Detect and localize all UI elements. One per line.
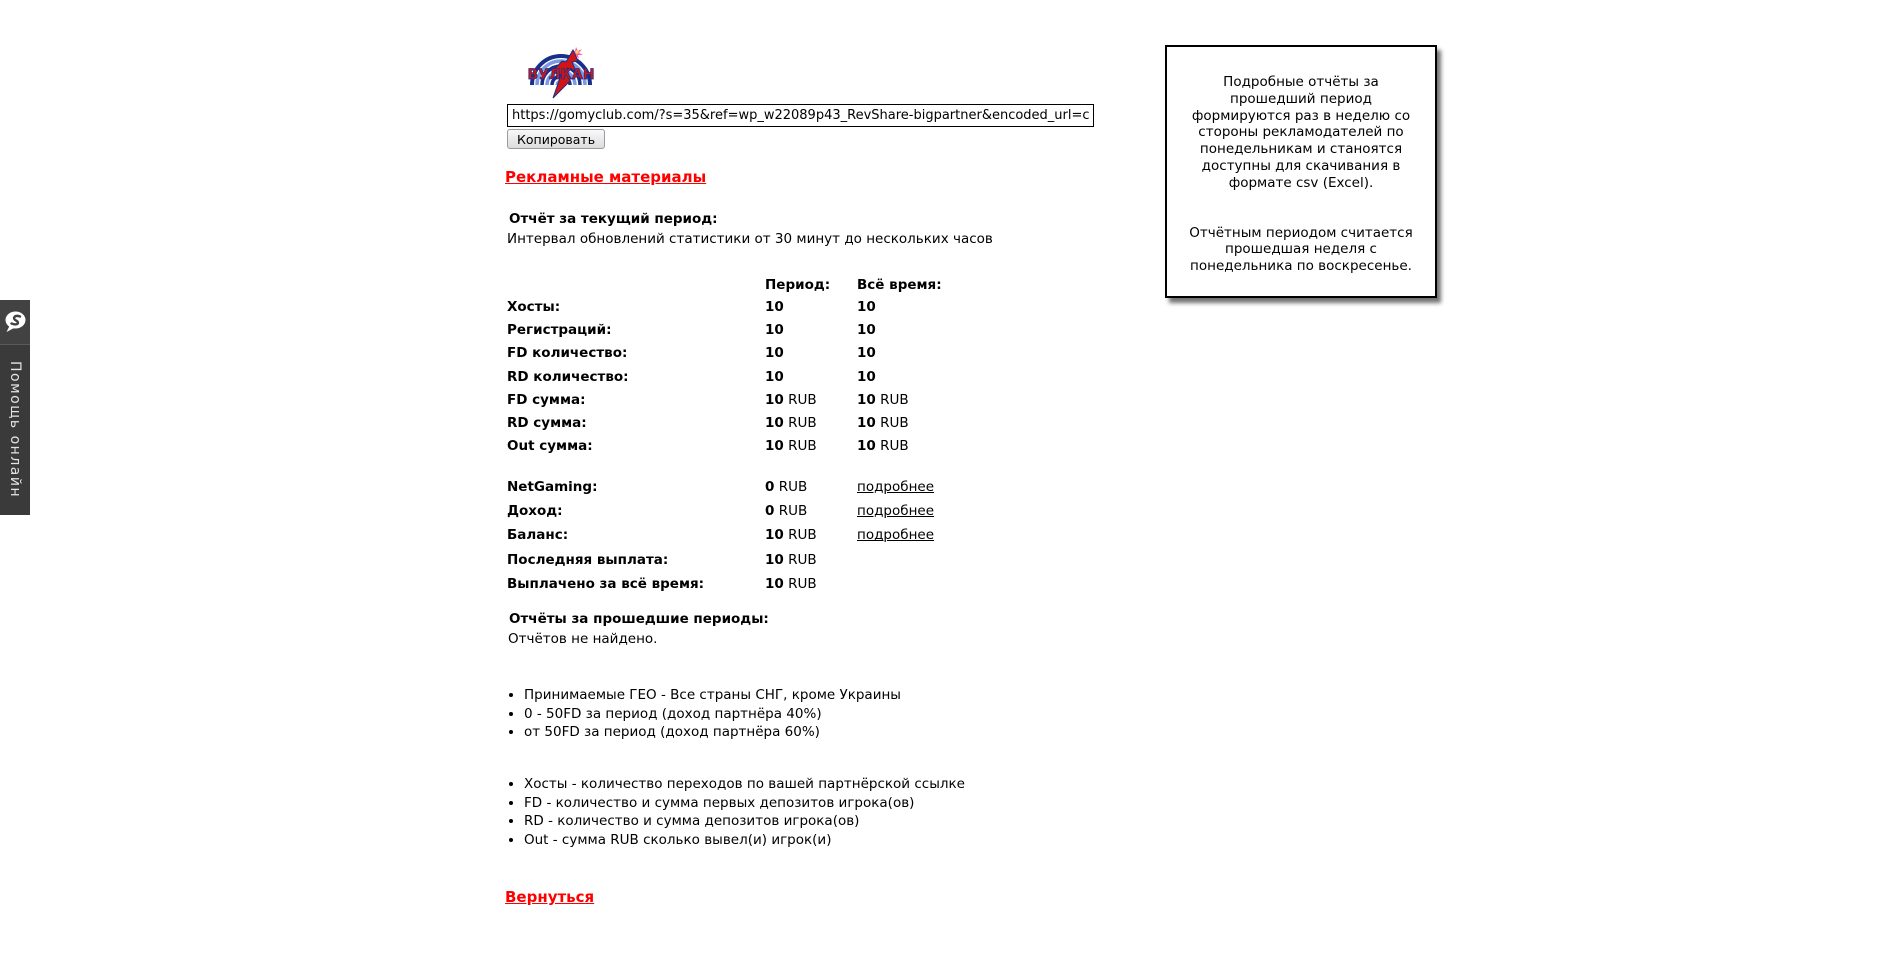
chat-bubble-icon bbox=[3, 310, 27, 334]
copy-button[interactable]: Копировать bbox=[507, 129, 605, 149]
value: 10 bbox=[765, 438, 784, 455]
referral-url-input[interactable] bbox=[507, 104, 1094, 127]
value: 10 bbox=[765, 299, 784, 315]
current-report-heading: Отчёт за текущий период: bbox=[509, 211, 718, 227]
value: 10 bbox=[765, 551, 784, 568]
value: 10 bbox=[765, 391, 784, 408]
unit: RUB bbox=[788, 575, 817, 592]
value: 10 bbox=[765, 414, 784, 431]
row-label: Out сумма: bbox=[507, 438, 593, 455]
unit: RUB bbox=[778, 503, 808, 520]
row-alltime-value bbox=[857, 415, 987, 431]
summary-row bbox=[507, 503, 934, 527]
value: 10 bbox=[765, 527, 784, 544]
column-alltime: Всё время: bbox=[857, 277, 942, 293]
row-value bbox=[765, 527, 857, 543]
value: 10 bbox=[857, 391, 876, 408]
vulkan-logo bbox=[526, 41, 596, 99]
unit: RUB bbox=[778, 479, 808, 495]
logo-wordmark: ВУЛКАН bbox=[527, 67, 595, 83]
summary-table bbox=[507, 479, 934, 600]
table-row bbox=[507, 415, 987, 438]
value: 10 bbox=[857, 438, 876, 455]
summary-row bbox=[507, 527, 934, 551]
row-period-value bbox=[765, 322, 857, 338]
chat-icon-button[interactable] bbox=[0, 300, 30, 345]
row-period-value bbox=[765, 415, 857, 431]
row-alltime-value bbox=[857, 322, 987, 338]
value: 10 bbox=[857, 345, 876, 362]
unit: RUB bbox=[880, 438, 909, 455]
terms-list bbox=[507, 686, 901, 742]
row-label: RD количество: bbox=[507, 368, 629, 385]
details-link[interactable]: подробнее bbox=[857, 503, 935, 520]
table-row bbox=[507, 345, 987, 368]
row-label: Хосты: bbox=[507, 299, 561, 315]
list-item: • 0 - 50FD за период (доход партнёра 40%) bbox=[524, 705, 901, 724]
table-row bbox=[507, 392, 987, 415]
table-row bbox=[507, 438, 987, 461]
past-reports-heading: Отчёты за прошедшие периоды: bbox=[509, 611, 769, 627]
row-period-value bbox=[765, 438, 857, 454]
update-interval-note: Интервал обновлений статистики от 30 минут до нескольких часов bbox=[507, 231, 993, 247]
table-row bbox=[507, 299, 987, 322]
list-item: • Принимаемые ГЕО - Все страны СНГ, кроме Украины bbox=[524, 686, 901, 705]
row-label: FD количество: bbox=[507, 345, 628, 362]
glossary-list bbox=[507, 775, 965, 850]
row-label: Доход: bbox=[507, 503, 563, 520]
value: 10 bbox=[857, 414, 876, 431]
reports-info-box bbox=[1165, 45, 1437, 298]
value: 0 bbox=[765, 503, 775, 520]
row-period-value bbox=[765, 369, 857, 385]
row-label: Баланс: bbox=[507, 527, 569, 544]
info-paragraph: Отчётным периодом считается прошедшая неделя с понедельника по воскресенье. bbox=[1189, 224, 1413, 275]
value: 10 bbox=[765, 575, 784, 592]
list-item: • FD - количество и сумма первых депозитов игрока(ов) bbox=[524, 794, 965, 813]
vulkan-logo-image bbox=[526, 41, 596, 99]
row-period-value bbox=[765, 299, 857, 315]
row-period-value bbox=[765, 392, 857, 408]
row-label: NetGaming: bbox=[507, 479, 598, 495]
value: 10 bbox=[857, 368, 876, 385]
value: 10 bbox=[765, 322, 784, 339]
table-row bbox=[507, 369, 987, 392]
row-label: Выплачено за всё время: bbox=[507, 575, 705, 592]
value: 0 bbox=[765, 479, 775, 495]
row-value bbox=[765, 552, 857, 568]
unit: RUB bbox=[788, 438, 817, 455]
value: 10 bbox=[765, 368, 784, 385]
summary-row bbox=[507, 479, 934, 503]
past-reports-empty-note: Отчётов не найдено. bbox=[508, 631, 658, 647]
summary-row bbox=[507, 576, 934, 600]
details-link[interactable]: подробнее bbox=[857, 479, 935, 495]
table-row bbox=[507, 322, 987, 345]
row-label: RD сумма: bbox=[507, 414, 587, 431]
row-alltime-value bbox=[857, 392, 987, 408]
current-period-table bbox=[507, 277, 987, 461]
info-paragraph: Подробные отчёты за прошедший период формируются раз в неделю со стороны рекламодателей по понедельникам и станоятся доступны для скачивания в формате csv (Excel). bbox=[1191, 74, 1411, 191]
list-item: • RD - количество и сумма депозитов игрока(ов) bbox=[524, 812, 965, 831]
chat-label[interactable]: Помощь онлайн bbox=[0, 345, 30, 515]
row-alltime-value bbox=[857, 438, 987, 454]
column-period: Период: bbox=[765, 277, 831, 293]
table-header-row bbox=[507, 277, 987, 299]
unit: RUB bbox=[788, 391, 817, 408]
row-value bbox=[765, 503, 857, 519]
details-link[interactable]: подробнее bbox=[857, 527, 935, 544]
list-item: • Хосты - количество переходов по вашей партнёрской ссылке bbox=[524, 775, 965, 794]
list-item: • Out - сумма RUB сколько вывел(и) игрок(и) bbox=[524, 831, 965, 850]
summary-row bbox=[507, 552, 934, 576]
value: 10 bbox=[857, 299, 876, 315]
row-value bbox=[765, 479, 857, 495]
row-label: FD сумма: bbox=[507, 391, 586, 408]
back-link[interactable]: Вернуться bbox=[505, 888, 595, 906]
row-value bbox=[765, 576, 857, 592]
list-item: • от 50FD за период (доход партнёра 60%) bbox=[524, 723, 901, 742]
unit: RUB bbox=[788, 527, 817, 544]
unit: RUB bbox=[880, 391, 909, 408]
unit: RUB bbox=[788, 551, 817, 568]
row-alltime-value bbox=[857, 369, 987, 385]
value: 10 bbox=[765, 345, 784, 362]
online-help-widget[interactable] bbox=[0, 300, 30, 515]
row-alltime-value bbox=[857, 299, 987, 315]
value: 10 bbox=[857, 322, 876, 339]
ads-materials-link[interactable]: Рекламные материалы bbox=[505, 168, 707, 186]
unit: RUB bbox=[788, 414, 817, 431]
unit: RUB bbox=[880, 414, 909, 431]
row-label: Последняя выплата: bbox=[507, 551, 669, 568]
row-period-value bbox=[765, 345, 857, 361]
row-alltime-value bbox=[857, 345, 987, 361]
row-label: Регистраций: bbox=[507, 322, 612, 339]
